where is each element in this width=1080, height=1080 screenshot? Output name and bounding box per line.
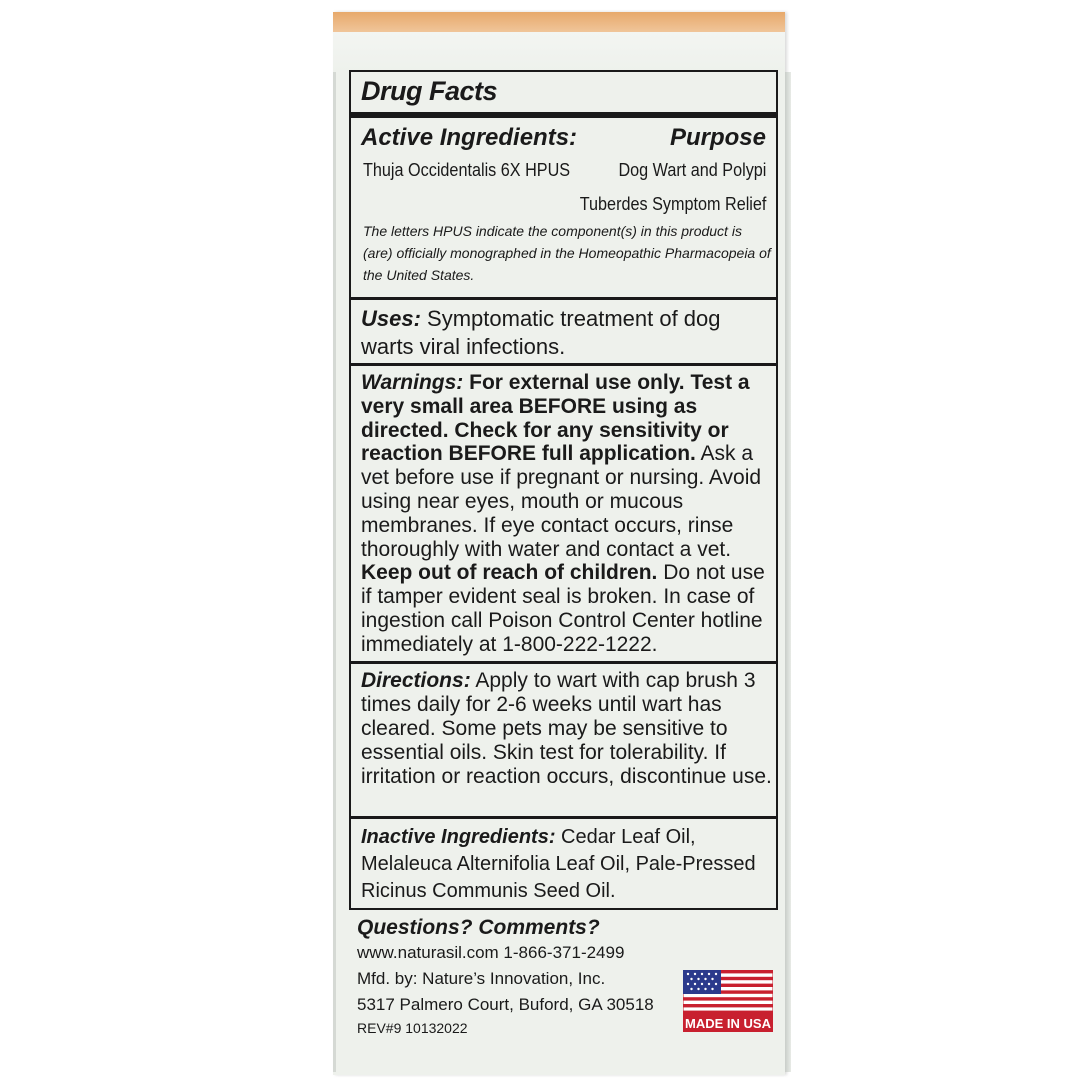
box-edge-left (333, 72, 336, 1072)
drug-facts-panel (349, 70, 778, 910)
made-in-usa-label: MADE IN USA (685, 1016, 771, 1031)
purpose-line-2: Tuberdes Symptom Relief (579, 194, 766, 214)
directions-section (351, 661, 776, 816)
hpus-note: The letters HPUS indicate the component(s) in this product is (are) officially monographed in the Homeopathic Pharmacopeia of the United States. (363, 223, 771, 283)
drug-facts-title: Drug Facts (361, 76, 498, 106)
uses-section (351, 297, 776, 363)
uses-paragraph (361, 305, 776, 361)
warnings-bold-text: For external use only. Test a very small area BEFORE using as directed. Check for any sensitivity or reaction BEFORE full application. (361, 371, 750, 466)
directions-paragraph (361, 669, 776, 789)
contact-line: www.naturasil.com 1-866-371-2499 (357, 943, 625, 962)
directions-label: Directions: (361, 669, 471, 692)
revision-line: REV#9 10132022 (357, 1020, 468, 1036)
manufacturer-line: Mfd. by: Nature’s Innovation, Inc. (357, 969, 606, 988)
box-top-print (333, 32, 785, 72)
warnings-paragraph (361, 371, 776, 657)
inactive-label: Inactive Ingredients: (361, 826, 556, 848)
active-ingredients-section (351, 112, 776, 297)
warnings-text-2: Do not use if tamper evident seal is broken. In case of ingestion call Poison Control Center hotline immediately at 1-800-222-1222. (361, 561, 765, 656)
uses-label: Uses: (361, 306, 421, 331)
address-line: 5317 Palmero Court, Buford, GA 30518 (357, 995, 654, 1014)
inactive-text: Cedar Leaf Oil, Melaleuca Alternifolia Leaf Oil, Pale-Pressed Ricinus Communis Seed Oil. (361, 826, 756, 902)
active-ingredients-heading: Active Ingredients: (361, 124, 578, 151)
purpose-line-1: Dog Wart and Polypi (618, 160, 766, 180)
uses-text: Symptomatic treatment of dog warts viral infections. (361, 306, 721, 359)
warnings-section (351, 363, 776, 661)
us-flag-icon (683, 970, 773, 1032)
inactive-ingredients-section (351, 816, 776, 908)
box-top-flap (333, 12, 785, 32)
keep-out-of-reach: Keep out of reach of children. (361, 561, 658, 585)
questions-heading: Questions? Comments? (357, 916, 600, 939)
directions-text: Apply to wart with cap brush 3 times daily for 2-6 weeks until wart has cleared. Some pets may be sensitive to essential oils. Skin test for tolerability. If irritation or reaction occurs, discontinue use. (361, 669, 772, 788)
warnings-label: Warnings: (361, 371, 464, 394)
box-edge-right (785, 72, 791, 1072)
warnings-text: Ask a vet before use if pregnant or nursing. Avoid using near eyes, mouth or mucous membranes. If eye contact occurs, rinse thoroughly with water and contact a vet. (361, 442, 762, 561)
active-ingredient: Thuja Occidentalis 6X HPUS (363, 160, 571, 180)
drug-facts-header (351, 72, 776, 112)
inactive-paragraph (361, 824, 776, 905)
purpose-heading: Purpose (669, 124, 766, 151)
